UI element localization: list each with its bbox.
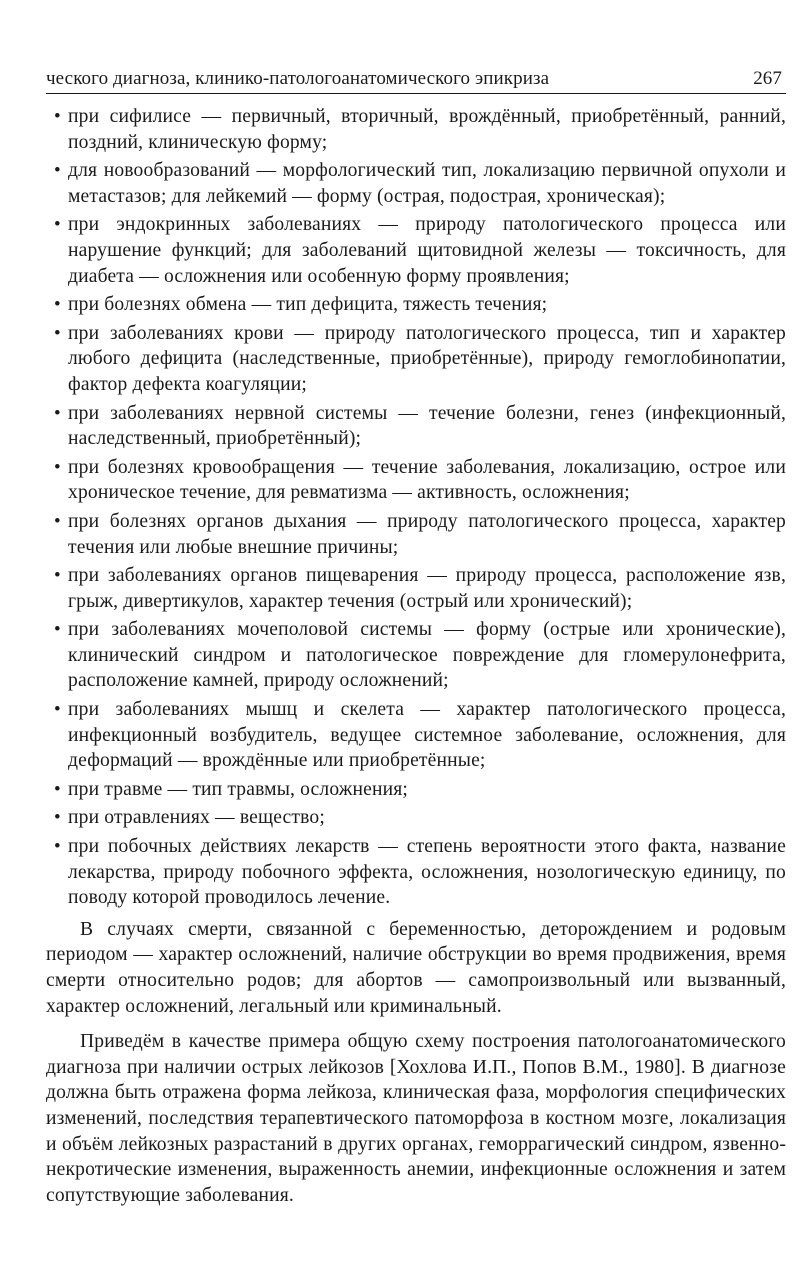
list-item (46, 805, 786, 831)
bullet-icon: • (54, 322, 61, 344)
list-item-text: при заболеваниях нервной системы — течение болезни, генез (инфекционный, наследственный, приобретённый); (68, 402, 786, 450)
list-item-text: при побочных действиях лекарств — степень вероятности этого факта, название лекарства, природу побочного эффекта, осложнения, нозологическую единицу, по поводу которой проводилось лечение. (68, 836, 786, 909)
list-item (46, 401, 786, 452)
bullet-icon: • (54, 160, 61, 182)
body-paragraph: В случаях смерти, связанной с беременностью, деторождением и родовым периодом — характер осложнений, наличие обструкции во время продвижения, время смерти относительно родов; для абортов — самопроизвольный или вызванный, характер осложнений, легальный или криминальный. (46, 918, 786, 1017)
bullet-icon: • (54, 807, 61, 829)
page-number: 267 (753, 68, 782, 89)
bullet-list (46, 104, 786, 911)
list-item-text: при сифилисе — первичный, вторичный, врождённый, приобретённый, ранний, поздний, клиническую форму; (68, 106, 786, 153)
bullet-icon: • (54, 106, 61, 127)
list-item (46, 697, 786, 774)
list-item (46, 104, 786, 155)
list-item (46, 834, 786, 911)
list-item (46, 617, 786, 694)
list-item-text: при болезнях обмена — тип дефицита, тяжесть течения; (68, 294, 548, 316)
bullet-icon: • (54, 778, 61, 800)
bullet-icon: • (54, 456, 61, 478)
list-item-text: при болезнях кровообращения — течение заболевания, локализацию, острое или хроническое течение, для ревматизма — активность, осложнения; (68, 456, 786, 504)
list-item (46, 158, 786, 209)
bullet-icon: • (54, 402, 61, 424)
list-item (46, 321, 786, 398)
bullet-icon: • (54, 619, 61, 641)
list-item-text: при заболеваниях мышц и скелета — характер патологического процесса, инфекционный возбудитель, ведущее системное заболевание, осложнения, для деформаций — врождённые или приобретённые; (68, 699, 786, 772)
list-item (46, 777, 786, 803)
bullet-icon: • (54, 294, 61, 316)
bullet-icon: • (54, 836, 61, 858)
running-header (46, 66, 786, 94)
running-title: ческого диагноза, клинико-патологоанатомического эпикриза (46, 68, 550, 89)
list-item-text: для новообразований — морфологический тип, локализацию первичной опухоли и метастазов; для лейкемий — форму (острая, подострая, хроническая); (68, 160, 786, 207)
list-item-text: при эндокринных заболеваниях — природу патологического процесса или нарушение функций; для заболеваний щитовидной железы — токсичность, для диабета — осложнения или особенную форму проявления; (68, 214, 786, 287)
bullet-icon: • (54, 510, 61, 532)
list-item-text: при заболеваниях органов пищеварения — природу процесса, расположение язв, грыж, дивертикулов, характер течения (острый или хронический); (68, 565, 786, 612)
body-paragraph: Приведём в качестве примера общую схему построения патологоанатомического диагноза при наличии острых лейкозов [Хохлова И.П., Попов В.М., 1980]. В диагнозе должна быть отражена форма лейкоза, клиническая фаза, морфология специфических изменений, последствия терапевтического патоморфоза в костном мозге, локализация и объём лейкозных разрастаний в других органах, геморрагический синдром, язвенно-некротические изменения, выраженность анемии, инфекционные осложнения и затем сопутствующие заболевания. (46, 1031, 786, 1206)
list-item-text: при заболеваниях мочеполовой системы — форму (острые или хронические), клинический синдром и патологическое повреждение для гломерулонефрита, расположение камней, природу осложнений; (68, 619, 786, 692)
list-item (46, 563, 786, 614)
bullet-icon: • (54, 214, 61, 236)
book-page (46, 66, 786, 1208)
list-item (46, 292, 786, 318)
list-item-text: при болезнях органов дыхания — природу патологического процесса, характер течения или любые внешние причины; (68, 510, 786, 558)
list-item-text: при заболеваниях крови — природу патологического процесса, тип и характер любого дефицита (наследственные, приобретённые), природу гемоглобинопатии, фактор дефекта коагуляции; (68, 322, 786, 395)
list-item-text: при травме — тип травмы, осложнения; (68, 778, 408, 800)
bullet-icon: • (54, 565, 61, 587)
list-item-text: при отравлениях — вещество; (68, 807, 325, 829)
list-item (46, 455, 786, 506)
bullet-icon: • (54, 699, 61, 721)
list-item (46, 212, 786, 289)
list-item (46, 509, 786, 560)
